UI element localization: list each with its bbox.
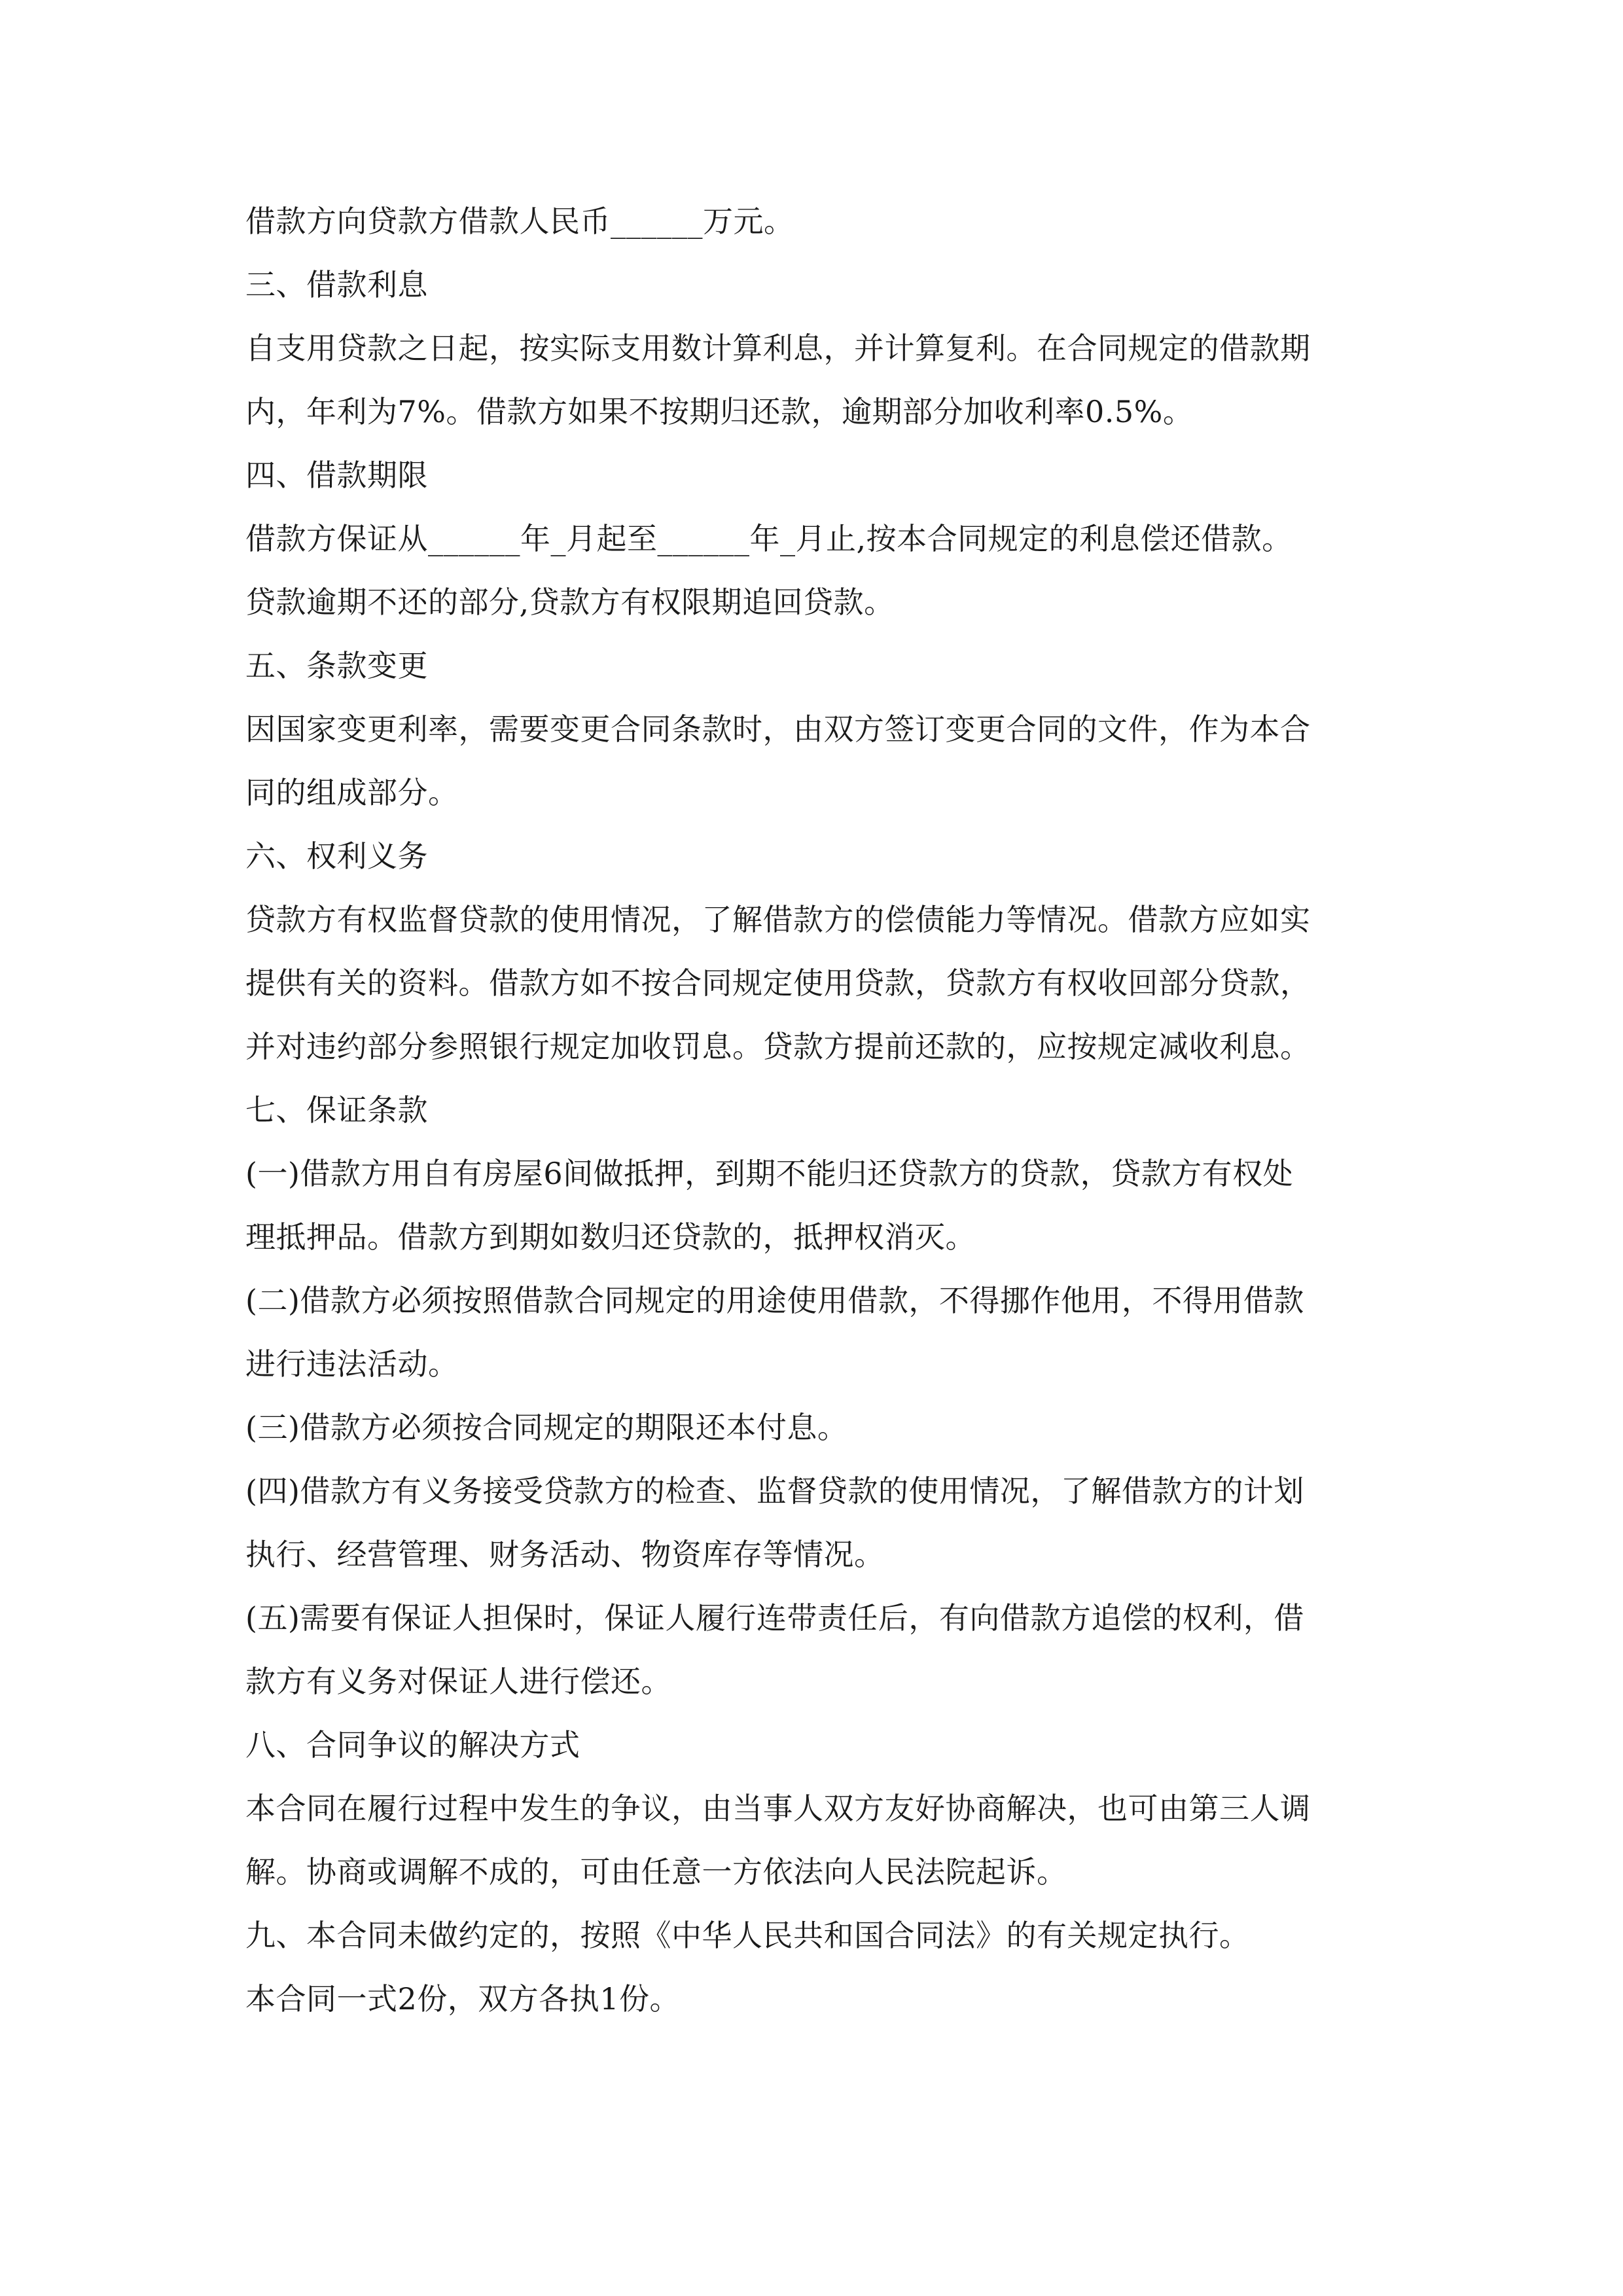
text-line: (五)需要有保证人担保时，保证人履行连带责任后，有向借款方追偿的权利，借 [245, 1600, 1304, 1636]
text-line: 内，年利为7%。借款方如果不按期归还款，逾期部分加收利率0.5%。 [245, 394, 1194, 429]
text-line-loan-amount: 借款方向贷款方借款人民币______万元。 [245, 204, 794, 239]
section-heading-disputes: 八、合同争议的解决方式 [245, 1727, 580, 1763]
text-line: 提供有关的资料。借款方如不按合同规定使用贷款，贷款方有权收回部分贷款， [245, 965, 1311, 1001]
text-line: 贷款方有权监督贷款的使用情况，了解借款方的偿债能力等情况。借款方应如实 [245, 902, 1311, 937]
text-line: (四)借款方有义务接受贷款方的检查、监督贷款的使用情况，了解借款方的计划 [245, 1473, 1304, 1509]
section-heading-changes: 五、条款变更 [245, 648, 428, 683]
text-line: 借款方保证从______年_月起至______年_月止,按本合同规定的利息偿还借款。 [245, 521, 1293, 556]
text-line: 本合同在履行过程中发生的争议，由当事人双方友好协商解决，也可由第三人调 [245, 1791, 1311, 1826]
section-heading-guarantee: 七、保证条款 [245, 1092, 428, 1128]
text-line: (二)借款方必须按照借款合同规定的用途使用借款，不得挪作他用，不得用借款 [245, 1283, 1304, 1318]
text-line: 进行违法活动。 [245, 1346, 459, 1382]
section-heading-rights: 六、权利义务 [245, 838, 428, 874]
text-line: 理抵押品。借款方到期如数归还贷款的，抵押权消灭。 [245, 1219, 976, 1255]
section-heading-term: 四、借款期限 [245, 457, 428, 493]
text-line: 解。协商或调解不成的，可由任意一方依法向人民法院起诉。 [245, 1854, 1067, 1890]
text-line: (三)借款方必须按合同规定的期限还本付息。 [245, 1410, 848, 1445]
contract-body [245, 190, 1404, 2031]
text-line: 同的组成部分。 [245, 775, 459, 810]
section-heading-other: 九、本合同未做约定的，按照《中华人民共和国合同法》的有关规定执行。 [245, 1918, 1250, 1953]
text-line: 并对违约部分参照银行规定加收罚息。贷款方提前还款的，应按规定减收利息。 [245, 1029, 1311, 1064]
text-line: 因国家变更利率，需要变更合同条款时，由双方签订变更合同的文件，作为本合 [245, 711, 1311, 747]
text-line: 自支用贷款之日起，按实际支用数计算利息，并计算复利。在合同规定的借款期 [245, 331, 1311, 366]
text-line: (一)借款方用自有房屋6间做抵押，到期不能归还贷款方的贷款，贷款方有权处 [245, 1156, 1294, 1191]
text-line-copies: 本合同一式2份，双方各执1份。 [245, 1981, 681, 2017]
text-line: 款方有义务对保证人进行偿还。 [245, 1664, 671, 1699]
text-line: 贷款逾期不还的部分,贷款方有权限期追回贷款。 [245, 584, 895, 620]
section-heading-interest: 三、借款利息 [245, 267, 428, 302]
text-line: 执行、经营管理、财务活动、物资库存等情况。 [245, 1537, 885, 1572]
